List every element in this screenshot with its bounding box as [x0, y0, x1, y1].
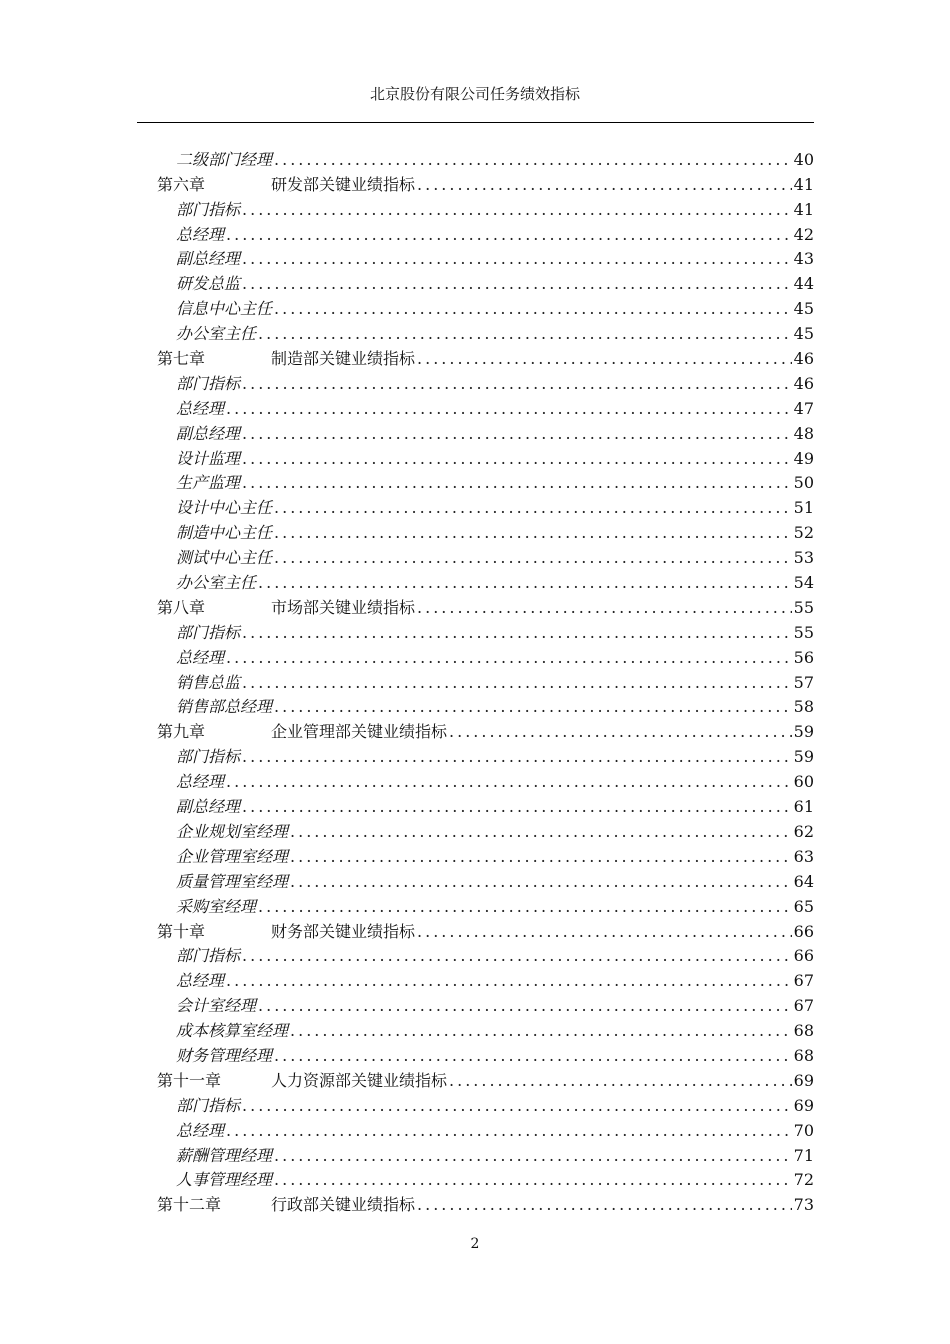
toc-chapter-entry[interactable] — [157, 917, 814, 942]
toc-entry-label: 人事管理经理 — [176, 1170, 273, 1190]
toc-chapter-entry[interactable] — [157, 1190, 814, 1215]
toc-chapter-number: 第八章 — [157, 597, 206, 617]
toc-page-number: 53 — [793, 548, 814, 568]
toc-section-entry[interactable] — [157, 991, 814, 1016]
toc-dot-leader — [274, 498, 792, 518]
toc-entry-label: 研发部关键业绩指标 — [271, 174, 416, 194]
toc-page-number: 66 — [793, 921, 814, 941]
toc-page-number: 68 — [793, 1045, 814, 1065]
toc-page-number: 41 — [793, 174, 814, 194]
toc-dot-leader — [274, 548, 792, 568]
toc-dot-leader — [242, 200, 792, 220]
toc-dot-leader — [274, 1046, 792, 1066]
toc-chapter-number: 第六章 — [157, 174, 206, 194]
toc-chapter-number: 第十二章 — [157, 1195, 222, 1215]
toc-page-number: 69 — [793, 1095, 814, 1115]
toc-section-entry[interactable] — [157, 394, 814, 419]
toc-entry-label: 设计监理 — [176, 448, 241, 468]
toc-entry-label: 副总经理 — [176, 797, 241, 817]
toc-section-entry[interactable] — [157, 668, 814, 693]
toc-section-entry[interactable] — [157, 942, 814, 967]
toc-entry-label: 副总经理 — [176, 423, 241, 443]
toc-dot-leader — [242, 473, 792, 493]
toc-section-entry[interactable] — [157, 568, 814, 593]
toc-page-number: 54 — [793, 573, 814, 593]
toc-page-number: 69 — [793, 1070, 814, 1090]
toc-dot-leader — [242, 797, 792, 817]
toc-entry-label: 总经理 — [176, 971, 225, 991]
toc-page-number: 52 — [793, 523, 814, 543]
toc-page-number: 49 — [793, 448, 814, 468]
toc-section-entry[interactable] — [157, 767, 814, 792]
toc-page-number: 43 — [793, 249, 814, 269]
toc-dot-leader — [242, 249, 792, 269]
toc-dot-leader — [290, 1021, 792, 1041]
toc-entry-label: 部门指标 — [176, 622, 241, 642]
toc-page-number: 58 — [793, 697, 814, 717]
toc-dot-leader — [242, 274, 792, 294]
toc-page-number: 47 — [793, 398, 814, 418]
toc-entry-label: 信息中心主任 — [176, 299, 273, 319]
toc-dot-leader — [290, 822, 792, 842]
toc-page-number: 50 — [793, 473, 814, 493]
toc-dot-leader — [242, 747, 792, 767]
toc-section-entry[interactable] — [157, 966, 814, 991]
toc-page-number: 67 — [793, 971, 814, 991]
toc-entry-label: 企业管理室经理 — [176, 846, 289, 866]
toc-section-entry[interactable] — [157, 493, 814, 518]
toc-page-number: 48 — [793, 423, 814, 443]
toc-page-number: 56 — [793, 647, 814, 667]
toc-dot-leader — [226, 1121, 792, 1141]
header-divider — [137, 122, 814, 123]
toc-entry-label: 销售总监 — [176, 672, 241, 692]
toc-section-entry[interactable] — [157, 742, 814, 767]
toc-chapter-entry[interactable] — [157, 717, 814, 742]
toc-section-entry[interactable] — [157, 145, 814, 170]
toc-section-entry[interactable] — [157, 444, 814, 469]
toc-entry-label: 财务管理经理 — [176, 1045, 273, 1065]
toc-section-entry[interactable] — [157, 1141, 814, 1166]
toc-section-entry[interactable] — [157, 867, 814, 892]
toc-entry-label: 总经理 — [176, 1120, 225, 1140]
toc-page-number: 64 — [793, 871, 814, 891]
table-of-contents — [157, 145, 814, 1215]
toc-section-entry[interactable] — [157, 220, 814, 245]
toc-entry-label: 部门指标 — [176, 946, 241, 966]
toc-dot-leader — [258, 324, 792, 344]
toc-section-entry[interactable] — [157, 294, 814, 319]
toc-dot-leader — [226, 772, 792, 792]
toc-entry-label: 二级部门经理 — [176, 149, 273, 169]
toc-section-entry[interactable] — [157, 1091, 814, 1116]
toc-dot-leader — [290, 847, 792, 867]
toc-page-number: 41 — [793, 199, 814, 219]
toc-page-number: 46 — [793, 349, 814, 369]
toc-section-entry[interactable] — [157, 892, 814, 917]
toc-chapter-number: 第十章 — [157, 921, 206, 941]
toc-dot-leader — [417, 1195, 792, 1215]
page-number: 2 — [470, 1236, 480, 1252]
toc-section-entry[interactable] — [157, 319, 814, 344]
toc-section-entry[interactable] — [157, 518, 814, 543]
toc-section-entry[interactable] — [157, 842, 814, 867]
toc-entry-label: 行政部关键业绩指标 — [271, 1195, 416, 1215]
toc-entry-label: 设计中心主任 — [176, 498, 273, 518]
toc-dot-leader — [242, 623, 792, 643]
toc-page-number: 51 — [793, 498, 814, 518]
toc-entry-label: 部门指标 — [176, 747, 241, 767]
toc-entry-label: 总经理 — [176, 398, 225, 418]
toc-entry-label: 企业规划室经理 — [176, 821, 289, 841]
toc-dot-leader — [258, 897, 792, 917]
toc-entry-label: 薪酬管理经理 — [176, 1145, 273, 1165]
toc-section-entry[interactable] — [157, 245, 814, 270]
toc-dot-leader — [449, 722, 792, 742]
toc-section-entry[interactable] — [157, 419, 814, 444]
toc-dot-leader — [226, 971, 792, 991]
toc-entry-label: 办公室主任 — [176, 573, 257, 593]
toc-page-number: 42 — [793, 224, 814, 244]
toc-entry-label: 会计室经理 — [176, 996, 257, 1016]
toc-chapter-number: 第九章 — [157, 722, 206, 742]
toc-section-entry[interactable] — [157, 369, 814, 394]
toc-dot-leader — [274, 1170, 792, 1190]
toc-dot-leader — [242, 946, 792, 966]
toc-chapter-entry[interactable] — [157, 344, 814, 369]
toc-chapter-entry[interactable] — [157, 170, 814, 195]
toc-entry-label: 部门指标 — [176, 1095, 241, 1115]
toc-entry-label: 测试中心主任 — [176, 548, 273, 568]
toc-entry-label: 副总经理 — [176, 249, 241, 269]
toc-dot-leader — [258, 573, 792, 593]
page-header-title: 北京股份有限公司任务绩效指标 — [369, 85, 580, 103]
toc-entry-label: 部门指标 — [176, 373, 241, 393]
toc-page-number: 62 — [793, 821, 814, 841]
toc-section-entry[interactable] — [157, 469, 814, 494]
toc-page-number: 45 — [793, 299, 814, 319]
toc-section-entry[interactable] — [157, 1166, 814, 1191]
toc-chapter-entry[interactable] — [157, 1066, 814, 1091]
toc-page-number: 40 — [793, 149, 814, 169]
toc-page-number: 73 — [793, 1195, 814, 1215]
toc-dot-leader — [417, 598, 792, 618]
toc-dot-leader — [417, 922, 792, 942]
toc-entry-label: 总经理 — [176, 224, 225, 244]
toc-dot-leader — [274, 697, 792, 717]
toc-section-entry[interactable] — [157, 1116, 814, 1141]
toc-entry-label: 办公室主任 — [176, 324, 257, 344]
toc-dot-leader — [242, 449, 792, 469]
toc-page-number: 55 — [793, 597, 814, 617]
toc-page-number: 68 — [793, 1021, 814, 1041]
toc-section-entry[interactable] — [157, 792, 814, 817]
toc-section-entry[interactable] — [157, 643, 814, 668]
toc-entry-label: 市场部关键业绩指标 — [271, 597, 416, 617]
toc-dot-leader — [226, 225, 792, 245]
toc-section-entry[interactable] — [157, 195, 814, 220]
toc-dot-leader — [242, 424, 792, 444]
toc-page-number: 63 — [793, 846, 814, 866]
toc-entry-label: 企业管理部关键业绩指标 — [271, 722, 448, 742]
toc-page-number: 44 — [793, 274, 814, 294]
toc-entry-label: 财务部关键业绩指标 — [271, 921, 416, 941]
toc-page-number: 59 — [793, 747, 814, 767]
toc-page-number: 72 — [793, 1170, 814, 1190]
toc-section-entry[interactable] — [157, 817, 814, 842]
toc-page-number: 70 — [793, 1120, 814, 1140]
toc-page-number: 55 — [793, 622, 814, 642]
toc-page-number: 61 — [793, 797, 814, 817]
toc-page-number: 57 — [793, 672, 814, 692]
toc-page-number: 60 — [793, 772, 814, 792]
toc-dot-leader — [242, 673, 792, 693]
toc-chapter-number: 第七章 — [157, 349, 206, 369]
toc-dot-leader — [242, 1096, 792, 1116]
toc-page-number: 71 — [793, 1145, 814, 1165]
toc-page-number: 46 — [793, 373, 814, 393]
toc-dot-leader — [226, 648, 792, 668]
toc-entry-label: 采购室经理 — [176, 896, 257, 916]
toc-dot-leader — [242, 374, 792, 394]
toc-entry-label: 制造中心主任 — [176, 523, 273, 543]
toc-section-entry[interactable] — [157, 543, 814, 568]
toc-entry-label: 质量管理室经理 — [176, 871, 289, 891]
toc-chapter-entry[interactable] — [157, 593, 814, 618]
toc-chapter-number: 第十一章 — [157, 1070, 222, 1090]
toc-section-entry[interactable] — [157, 1041, 814, 1066]
toc-page-number: 66 — [793, 946, 814, 966]
toc-dot-leader — [290, 872, 792, 892]
toc-dot-leader — [274, 299, 792, 319]
toc-dot-leader — [226, 399, 792, 419]
toc-dot-leader — [449, 1071, 792, 1091]
toc-dot-leader — [258, 996, 792, 1016]
toc-dot-leader — [417, 175, 792, 195]
toc-dot-leader — [417, 349, 792, 369]
toc-entry-label: 销售部总经理 — [176, 697, 273, 717]
toc-entry-label: 制造部关键业绩指标 — [271, 349, 416, 369]
toc-entry-label: 部门指标 — [176, 199, 241, 219]
toc-entry-label: 总经理 — [176, 772, 225, 792]
toc-entry-label: 研发总监 — [176, 274, 241, 294]
toc-section-entry[interactable] — [157, 269, 814, 294]
toc-page-number: 65 — [793, 896, 814, 916]
toc-section-entry[interactable] — [157, 1016, 814, 1041]
toc-page-number: 67 — [793, 996, 814, 1016]
toc-entry-label: 总经理 — [176, 647, 225, 667]
toc-dot-leader — [274, 1146, 792, 1166]
toc-entry-label: 生产监理 — [176, 473, 241, 493]
toc-section-entry[interactable] — [157, 693, 814, 718]
toc-dot-leader — [274, 523, 792, 543]
toc-section-entry[interactable] — [157, 618, 814, 643]
toc-entry-label: 人力资源部关键业绩指标 — [271, 1070, 448, 1090]
toc-page-number: 45 — [793, 324, 814, 344]
toc-dot-leader — [274, 150, 792, 170]
toc-entry-label: 成本核算室经理 — [176, 1021, 289, 1041]
toc-page-number: 59 — [793, 722, 814, 742]
